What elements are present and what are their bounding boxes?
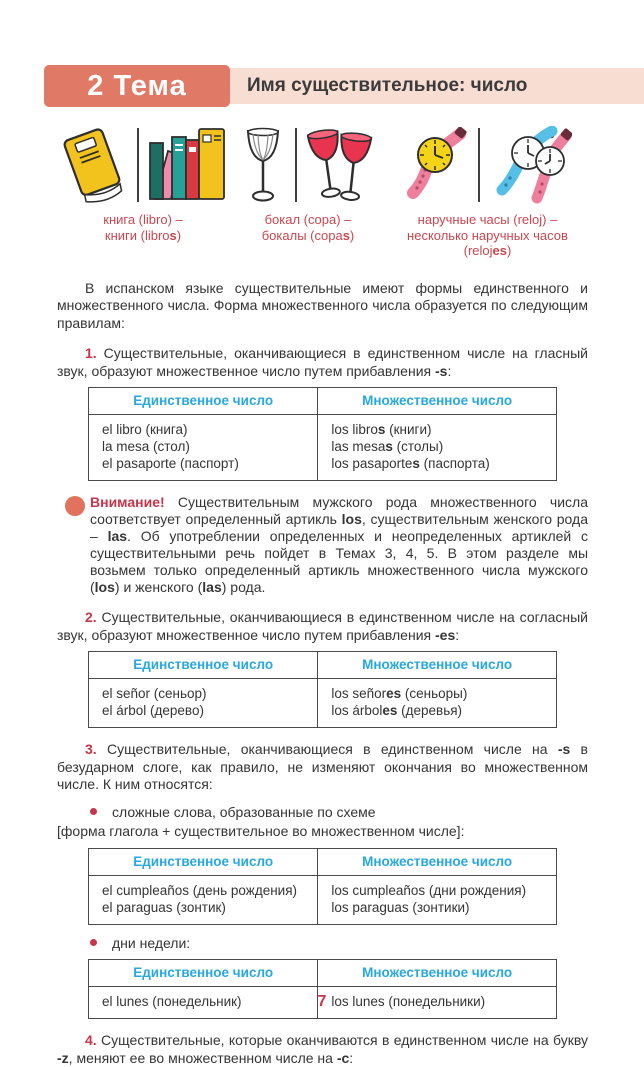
table-plural-header: Множественное число	[318, 848, 557, 875]
table-singular-header: Единственное число	[89, 848, 318, 875]
table-cell-line: la mesa (стол)	[102, 439, 190, 454]
rule-3: 3. Существительные, оканчивающиеся в единственном числе на -s в безударном слоге, как правило, не изменяют окончания во множественном числе. К ним относятся:	[57, 741, 588, 792]
table-singular-header: Единственное число	[89, 652, 318, 679]
page-title: Имя существительное: число	[247, 75, 528, 96]
bullet-item-scheme-line: [форма глагола + существительное во множественном числе]:	[57, 823, 465, 839]
caption-watches: наручные часы (reloj) – несколько наручных часов (relojes)	[407, 212, 568, 258]
page-number: 7	[317, 993, 327, 1010]
bullet-text: дни недели:	[112, 934, 191, 951]
intro-paragraph: В испанском языке существительные имеют формы единственного и множественного числа. Форма множественного числа образуется по следующим правилам:	[57, 279, 588, 331]
table-cell-line: los árboles (деревья)	[331, 703, 463, 718]
bullet-dot-icon	[90, 939, 97, 946]
wristwatches-icon	[490, 126, 572, 204]
divider-line	[478, 128, 480, 202]
table-cell-line: los cumpleaños (дни рождения)	[331, 882, 527, 898]
caption-books: книга (libro) – книги (libros)	[103, 212, 183, 243]
divider-line	[137, 128, 139, 202]
table-cell-line: el lunes (понедельник)	[102, 994, 242, 1009]
plural-cell	[318, 875, 557, 924]
singular-cell	[89, 415, 318, 481]
table-cell-line: el libro (книга)	[102, 422, 188, 437]
rule-4: 4. Существительные, которые оканчиваются в единственном числе на букву -z, меняют ее во множественном числе на -c:	[57, 1032, 588, 1066]
books-images	[59, 123, 227, 207]
attention-bullet-icon	[65, 496, 85, 516]
page-content	[0, 123, 644, 1067]
textbook-page	[0, 65, 644, 1065]
bullet-text: сложные слова, образованные по схеме	[112, 803, 376, 820]
illustration-group-books	[57, 123, 229, 259]
table-cell-line: los paraguas (зонтики)	[331, 899, 470, 915]
glasses-images	[241, 123, 375, 207]
wine-glass-icon	[241, 125, 285, 205]
table-plural-header: Множественное число	[318, 652, 557, 679]
table-plural-header: Множественное число	[318, 960, 557, 987]
title-band	[230, 68, 644, 104]
divider-line	[295, 128, 297, 202]
bullet-dot-icon	[90, 808, 97, 815]
rule-1: 1. Существительные, оканчивающиеся в единственном числе на гласный звук, образуют множественное число путем прибавления -s:	[57, 345, 588, 379]
table-cell-line: los señores (сеньоры)	[331, 686, 468, 701]
wristwatch-icon	[404, 127, 468, 203]
number-table-2	[88, 651, 557, 728]
watches-images	[404, 123, 572, 207]
number-table-1	[88, 387, 557, 481]
number-table-3	[88, 848, 557, 925]
plural-cell	[318, 679, 557, 728]
table-cell-line: los pasaportes (паспорта)	[331, 456, 490, 471]
table-cell-line: el pasaporte (паспорт)	[102, 456, 239, 471]
book-icon	[59, 125, 127, 205]
theme-number-box	[44, 65, 230, 107]
table-cell-line: el cumpleaños (день рождения)	[102, 882, 298, 898]
table-cell-line: los libros (книги)	[331, 422, 432, 437]
bullet-item-weekdays	[57, 935, 588, 953]
table-cell-line: las mesas (столы)	[331, 439, 444, 454]
rule-2: 2. Существительные, оканчивающиеся в единственном числе на согласный звук, образуют множественное число путем прибавления -es:	[57, 609, 588, 643]
page-header	[0, 65, 644, 107]
bullet-item-compound-words	[57, 804, 588, 822]
wine-glasses-icon	[307, 125, 375, 205]
table-cell-line: el señor (сеньор)	[102, 686, 207, 701]
attention-note	[57, 494, 588, 596]
singular-cell	[89, 875, 318, 924]
table-singular-header: Единственное число	[89, 960, 318, 987]
table-plural-header: Множественное число	[318, 388, 557, 415]
attention-text: Внимание! Существительным мужского рода множественного числа соответствует определенный артикль los, существительным женского рода – las. Об употреблении определенных и неопределенных артиклей с существительными речь пойдет в Темах 3, 4, 5. В этом разделе мы возьмем только определенный артикль множественного числа мужского (los) и женского (las) рода.	[90, 494, 588, 595]
table-singular-header: Единственное число	[89, 388, 318, 415]
plural-cell	[318, 415, 557, 481]
illustration-group-watches	[387, 123, 588, 259]
table-cell-line: el paraguas (зонтик)	[102, 899, 226, 915]
caption-glasses: бокал (copa) – бокалы (copas)	[261, 212, 355, 243]
table-cell-line: el árbol (дерево)	[102, 703, 204, 718]
illustrations-row	[57, 123, 588, 259]
illustration-group-glasses	[229, 123, 387, 259]
theme-label: 2 Тема	[87, 69, 187, 102]
singular-cell	[89, 679, 318, 728]
books-icon	[149, 125, 227, 205]
table-cell-line: los lunes (понедельники)	[331, 994, 486, 1009]
